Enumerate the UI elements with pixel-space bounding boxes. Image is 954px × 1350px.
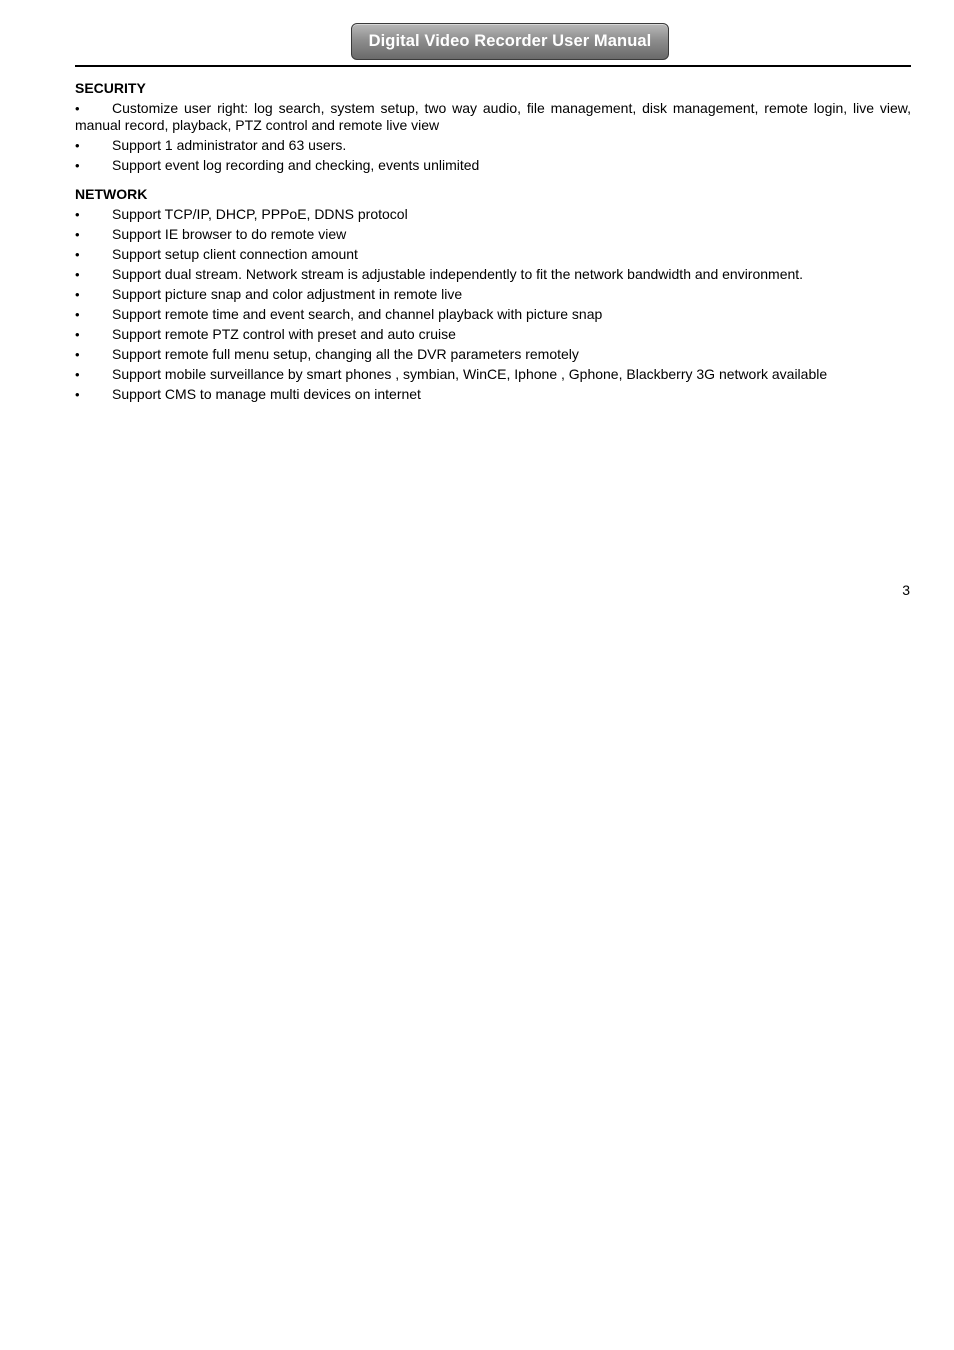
bullet-icon: • [75, 307, 80, 322]
bullet-icon: • [75, 227, 80, 242]
bullet-icon: • [75, 138, 80, 153]
list-item: • Support setup client connection amount [75, 246, 358, 262]
manual-title-badge: Digital Video Recorder User Manual [351, 23, 669, 60]
section-title-network: NETWORK [75, 186, 148, 202]
bullet-icon: • [75, 347, 80, 362]
bullet-icon: • [75, 267, 80, 282]
list-item: • Support 1 administrator and 63 users. [75, 137, 347, 153]
list-item: • Support remote PTZ control with preset and auto cruise [75, 326, 456, 342]
list-item: • Support remote time and event search, and channel playback with picture snap [75, 306, 603, 322]
bullet-icon: • [75, 247, 80, 262]
list-item: • Support event log recording and checking, events unlimited [75, 157, 480, 173]
section-title-security: SECURITY [75, 80, 146, 96]
bullet-icon: • [75, 158, 80, 173]
list-item: • Support picture snap and color adjustment in remote live [75, 286, 463, 302]
bullet-icon: • [75, 101, 80, 116]
list-item: • Customize user right: log search, system setup, two way audio, file management, disk management, remote login, live view, manual record, playback, PTZ control and remote live view [75, 100, 911, 133]
page-number: 3 [902, 582, 910, 598]
header-divider [75, 65, 911, 67]
bullet-icon: • [75, 327, 80, 342]
bullet-icon: • [75, 207, 80, 222]
bullet-icon: • [75, 287, 80, 302]
list-item: • Support mobile surveillance by smart phones , symbian, WinCE, Iphone , Gphone, Blackberry 3G network available [75, 366, 828, 382]
list-item: • Support CMS to manage multi devices on internet [75, 386, 421, 402]
bullet-icon: • [75, 367, 80, 382]
list-item: • Support dual stream. Network stream is adjustable independently to fit the network bandwidth and environment. [75, 266, 804, 282]
page-content [75, 80, 911, 406]
security-list [75, 100, 911, 174]
list-item: • Support remote full menu setup, changing all the DVR parameters remotely [75, 346, 579, 362]
bullet-icon: • [75, 387, 80, 402]
list-item: • Support TCP/IP, DHCP, PPPoE, DDNS protocol [75, 206, 408, 222]
list-item: • Support IE browser to do remote view [75, 226, 347, 242]
network-list [75, 206, 911, 403]
